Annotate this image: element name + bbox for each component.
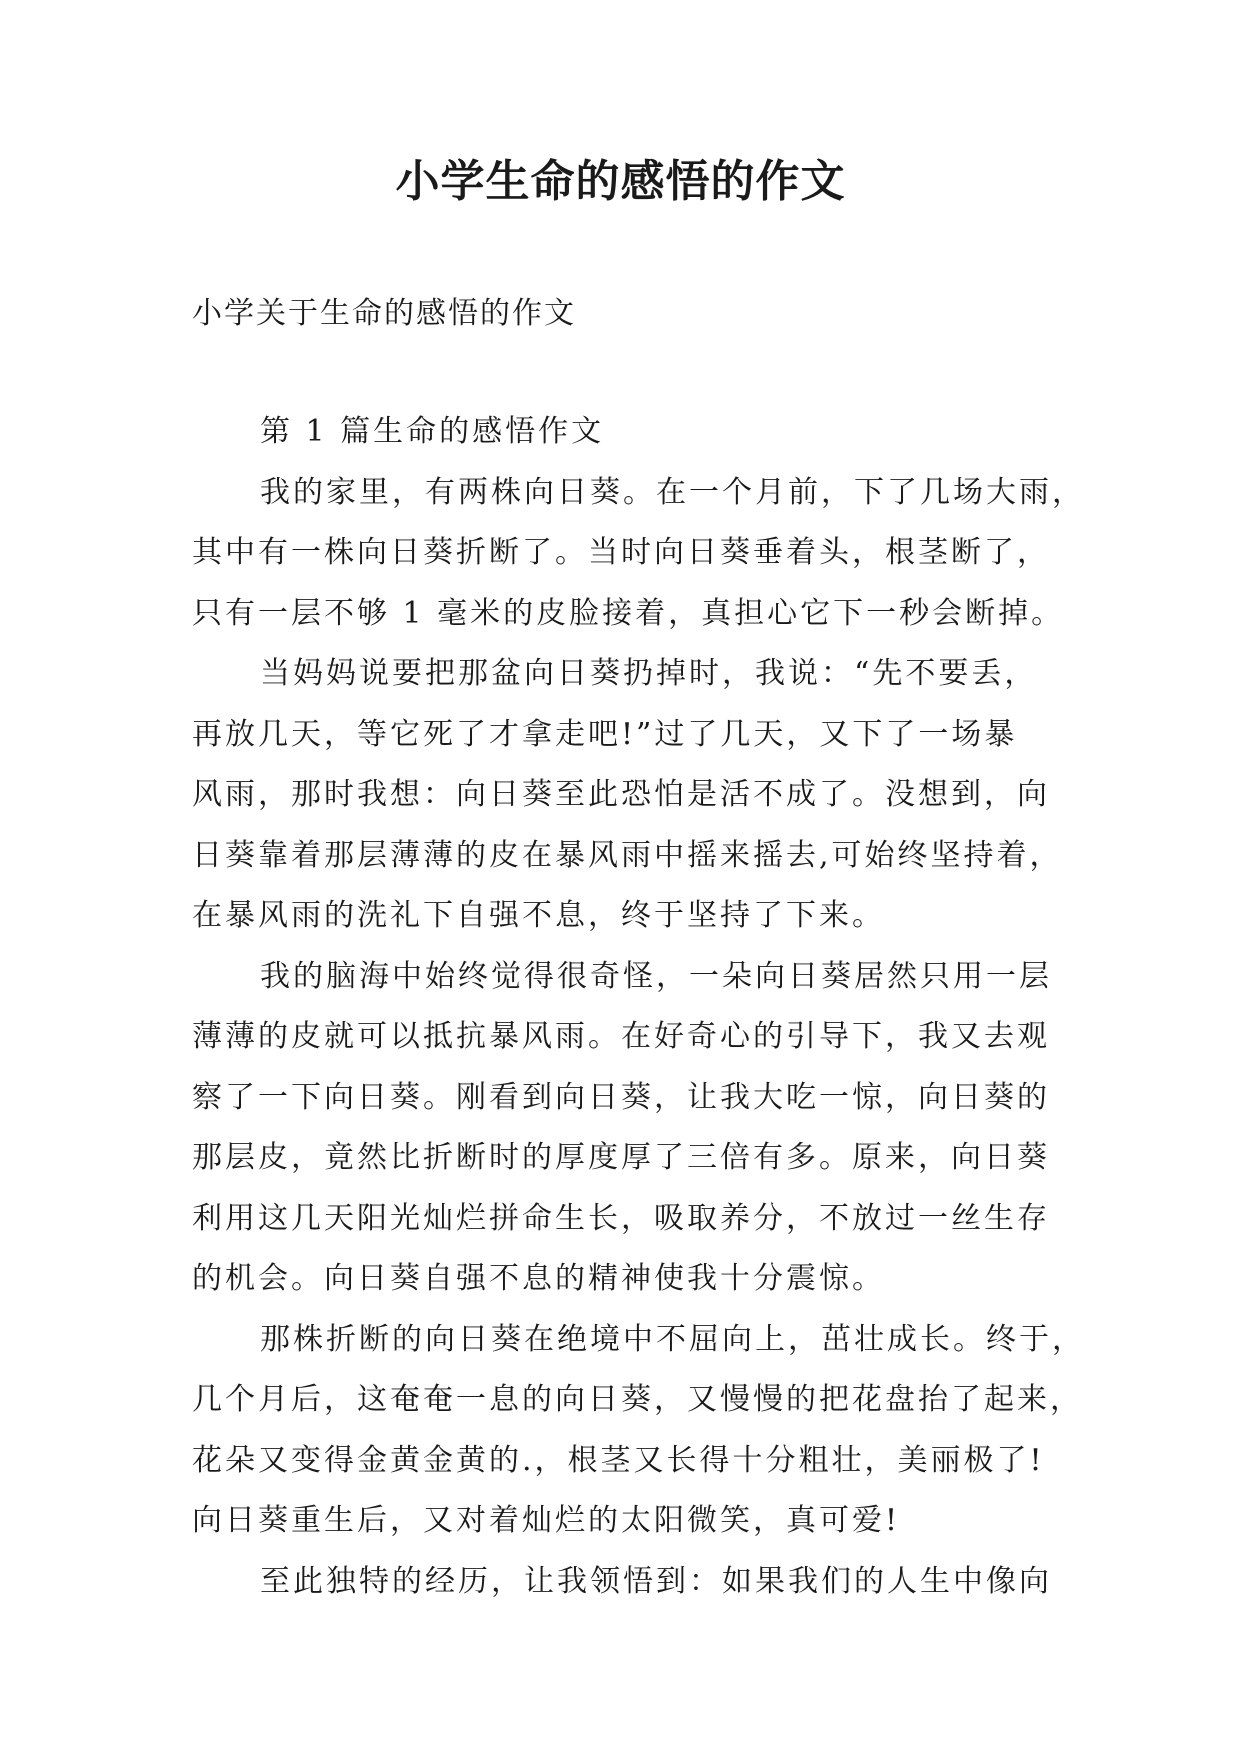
paragraph xyxy=(192,1552,1057,1613)
text-line: 当妈妈说要把那盆向日葵扔掉时，我说：“先不要丢， xyxy=(260,656,1038,691)
text-line: 的机会。向日葵自强不息的精神使我十分震惊。 xyxy=(192,1261,885,1296)
text-line: 在暴风雨的洗礼下自强不息，终于坚持了下来。 xyxy=(192,898,885,933)
paragraph xyxy=(192,644,1063,947)
document-subtitle: 小学关于生命的感悟的作文 xyxy=(192,296,576,331)
paragraph xyxy=(192,947,1057,1310)
document-body xyxy=(192,402,1085,1612)
text-line: 那层皮，竟然比折断时的厚度厚了三倍有多。原来，向日葵 xyxy=(192,1140,1050,1175)
document-title: 小学生命的感悟的作文 xyxy=(395,156,846,207)
text-line: 风雨，那时我想：向日葵至此恐怕是活不成了。没想到，向 xyxy=(192,777,1050,812)
text-line: 利用这几天阳光灿烂拼命生长，吸取养分，不放过一丝生存 xyxy=(192,1200,1050,1236)
text-line: 至此独特的经历，让我领悟到：如果我们的人生中像向 xyxy=(260,1563,1052,1599)
text-line: 再放几天，等它死了才拿走吧!”过了几天，又下了一场暴 xyxy=(192,716,1018,752)
text-line: 我的家里，有两株向日葵。在一个月前，下了几场大雨， xyxy=(260,474,1085,510)
text-line: 其中有一株向日葵折断了。当时向日葵垂着头，根茎断了， xyxy=(192,535,1050,570)
text-line: 察了一下向日葵。刚看到向日葵，让我大吃一惊，向日葵的 xyxy=(192,1079,1050,1115)
text-line: 向日葵重生后，又对着灿烂的太阳微笑，真可爱! xyxy=(192,1503,901,1538)
paragraph-heading xyxy=(192,402,1057,463)
text-line: 那株折断的向日葵在绝境中不屈向上，茁壮成长。终于， xyxy=(260,1321,1085,1357)
paragraph xyxy=(192,1310,1085,1552)
text-line: 我的脑海中始终觉得很奇怪，一朵向日葵居然只用一层 xyxy=(260,958,1052,994)
text-line: 第 1 篇生命的感悟作文 xyxy=(260,414,605,449)
text-line: 几个月后，这奄奄一息的向日葵，又慢慢的把花盘抬了起来， xyxy=(192,1382,1083,1417)
text-line: 花朵又变得金黄金黄的.，根茎又长得十分粗壮，美丽极了! xyxy=(192,1442,1045,1478)
text-line: 日葵靠着那层薄薄的皮在暴风雨中摇来摇去,可始终坚持着， xyxy=(192,837,1063,873)
text-line: 薄薄的皮就可以抵抗暴风雨。在好奇心的引导下，我又去观 xyxy=(192,1019,1050,1054)
text-line: 只有一层不够 1 毫米的皮脸接着，真担心它下一秒会断掉。 xyxy=(192,595,1065,631)
paragraph xyxy=(192,463,1085,645)
